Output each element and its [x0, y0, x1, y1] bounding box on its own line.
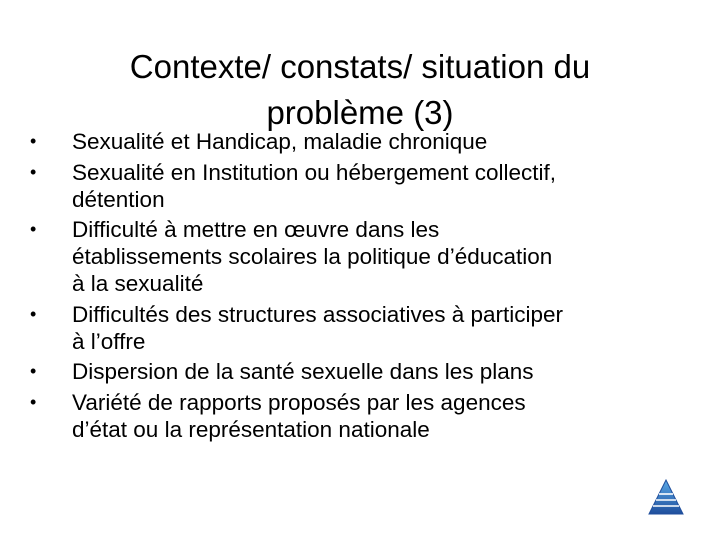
bullet-list	[28, 128, 688, 447]
bullet-line: Variété de rapports proposés par les agences	[72, 389, 526, 415]
bullet-line: d’état ou la représentation nationale	[72, 416, 430, 442]
slide-title-line-1: Contexte/ constats/ situation du	[129, 48, 591, 86]
bullet-item	[28, 216, 688, 297]
bullet-line: Dispersion de la santé sexuelle dans les plans	[72, 359, 534, 385]
bullet-text	[72, 389, 688, 443]
bullet-line: à l’offre	[72, 328, 146, 354]
pyramid-logo-icon	[647, 478, 685, 516]
bullet-line: Sexualité et Handicap, maladie chronique	[72, 129, 488, 154]
bullet-item	[28, 358, 688, 385]
bullet-item	[28, 159, 688, 213]
bullet-item	[28, 389, 688, 443]
bullet-dot-icon: •	[30, 131, 37, 151]
bullet-item	[28, 301, 688, 355]
slide-title-line-2: problème (3)	[266, 94, 454, 132]
bullet-line: Difficulté à mettre en œuvre dans les	[72, 217, 440, 243]
bullet-text	[72, 159, 688, 213]
bullet-dot-icon: •	[30, 391, 37, 412]
bullet-text	[72, 216, 688, 297]
bullet-dot-icon: •	[30, 161, 37, 182]
bullet-line: détention	[72, 186, 165, 212]
bullet-text	[72, 358, 688, 385]
bullet-line: à la sexualité	[72, 271, 204, 297]
bullet-line: établissements scolaires la politique d’éducation	[72, 244, 553, 270]
slide-title	[60, 44, 660, 136]
bullet-text	[72, 301, 688, 355]
bullet-dot-icon: •	[30, 303, 37, 324]
bullet-line: Sexualité en Institution ou hébergement collectif,	[72, 159, 557, 185]
bullet-text	[72, 128, 688, 155]
bullet-line: Difficultés des structures associatives à participer	[72, 301, 564, 327]
bullet-dot-icon: •	[30, 361, 37, 382]
bullet-item	[28, 128, 688, 155]
bullet-dot-icon: •	[30, 219, 37, 240]
